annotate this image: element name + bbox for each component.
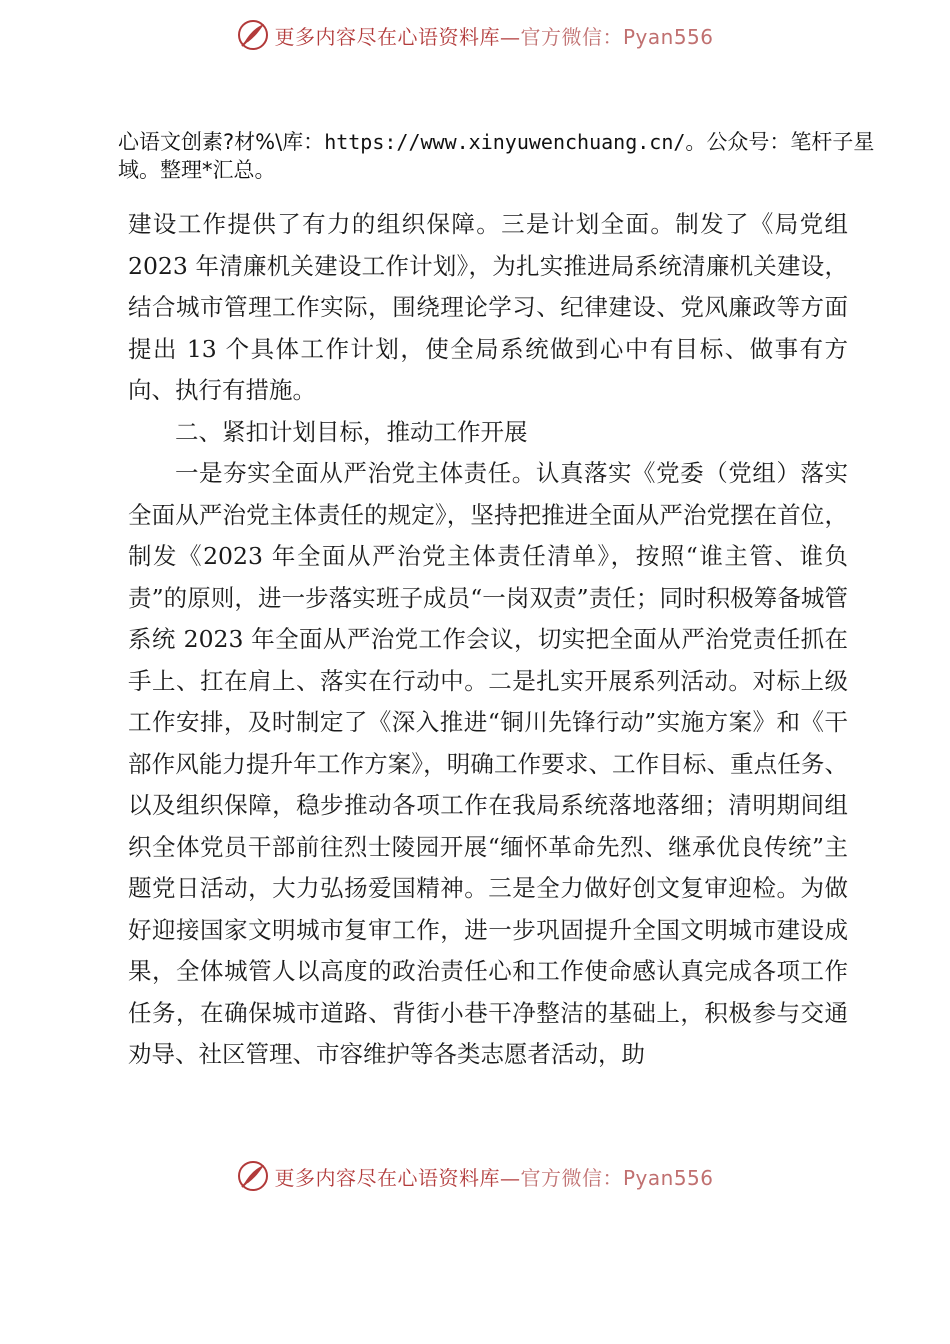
banner-text: 更多内容尽在心语资料库—官方微信：Pyan556 bbox=[274, 1165, 714, 1190]
source-suffix: 。公众号：笔杆子星域。整理*汇总。 bbox=[118, 130, 875, 182]
source-prefix: 心语文创素?材%\库： bbox=[118, 130, 325, 154]
document-body bbox=[128, 204, 848, 1076]
source-url[interactable]: https://www.xinyuwenchuang.cn/ bbox=[324, 130, 686, 154]
paragraph-2: 一是夯实全面从严治党主体责任。认真落实《党委（党组）落实全面从严治党主体责任的规定》，坚持把推进全面从严治党摆在首位，制发《2023 年全面从严治党主体责任清单》，按照“谁主管、谁负责”的原则，进一步落实班子成员“一岗双责”责任；同时积极筹备城管系统 2023 年全面从严治党工作会议，切实把全面从严治党责任抓在手上、扛在肩上、落实在行动中。二是扎实开展系列活动。对标上级工作安排，及时制定了《深入推进“铜川先锋行动”实施方案》和《干部作风能力提升年工作方案》，明确工作要求、工作目标、重点任务、以及组织保障，稳步推动各项工作在我局系统落地落细；清明期间组织全体党员干部前往烈士陵园开展“缅怀革命先烈、继承优良传统”主题党日活动，大力弘扬爱国精神。三是全力做好创文复审迎检。为做好迎接国家文明城市复审工作，进一步巩固提升全国文明城市建设成果，全体城管人以高度的政治责任心和工作使命感认真完成各项工作任务，在确保城市道路、背街小巷干净整洁的基础上，积极参与交通劝导、社区管理、市容维护等各类志愿者活动，助 bbox=[128, 459, 848, 1068]
quill-logo-icon bbox=[236, 1159, 270, 1193]
quill-logo-icon bbox=[236, 18, 270, 52]
header-banner bbox=[0, 15, 950, 55]
source-note bbox=[118, 128, 878, 184]
footer-banner bbox=[0, 1156, 950, 1196]
section-heading: 二、紧扣计划目标，推动工作开展 bbox=[175, 417, 528, 446]
paragraph-1: 建设工作提供了有力的组织保障。三是计划全面。制发了《局党组 2023 年清廉机关建设工作计划》，为扎实推进局系统清廉机关建设，结合城市管理工作实际，围绕理论学习、纪律建设、党风廉政等方面提出 13 个具体工作计划，使全局系统做到心中有目标、做事有方向、执行有措施。 bbox=[128, 210, 848, 404]
banner-text: 更多内容尽在心语资料库—官方微信：Pyan556 bbox=[274, 24, 714, 49]
